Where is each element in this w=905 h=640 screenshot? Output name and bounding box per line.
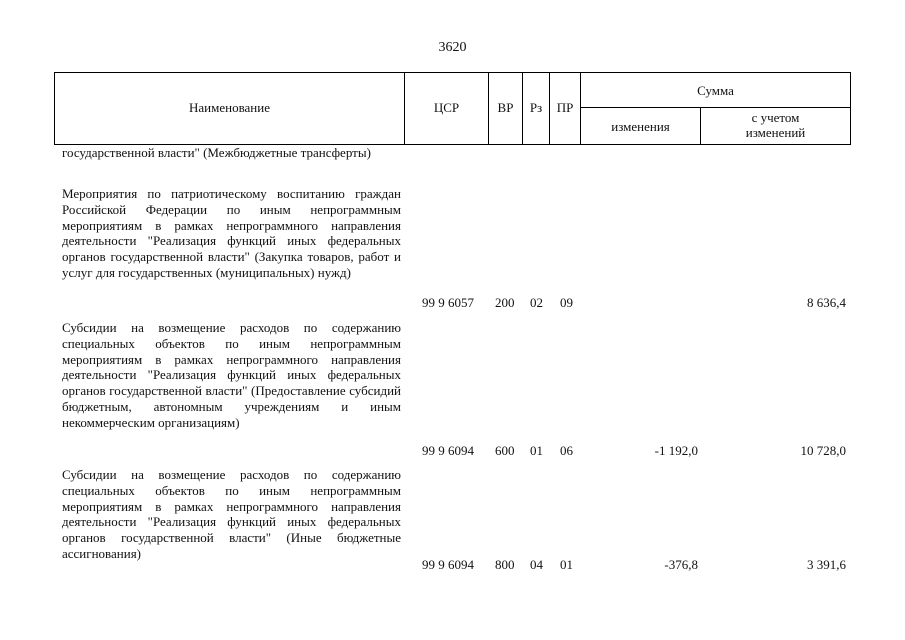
row-name: Мероприятия по патриотическому воспитанию граждан Российской Федерации по иным непрограммным мероприятиям в рамках непрограммного направления деятельности "Реализация функций иных федеральных органов государственной власти" (Закупка товаров, работ и услуг для государственных (муниципальных) нужд) [62, 186, 401, 280]
row-pr: 09 [560, 295, 573, 311]
header-vr: ВР [497, 100, 514, 115]
page-number: 3620 [438, 40, 467, 55]
header-name: Наименование [189, 100, 270, 115]
row-rz: 04 [530, 557, 543, 573]
sum-subheader-border [580, 107, 851, 108]
table-row [0, 145, 905, 177]
header-right-border [850, 72, 851, 145]
row-rz: 01 [530, 443, 543, 459]
row-pr: 06 [560, 443, 573, 459]
row-rz: 02 [530, 295, 543, 311]
table-row [0, 320, 905, 459]
row-name: государственной власти" (Межбюджетные трансферты) [62, 145, 371, 160]
header-rz: Рз [529, 100, 543, 115]
row-vr: 600 [495, 443, 515, 459]
row-csr: 99 9 6094 [422, 557, 474, 573]
row-csr: 99 9 6057 [422, 295, 474, 311]
table-row [0, 186, 905, 311]
row-change: -376,8 [664, 557, 698, 573]
header-pr: ПР [556, 100, 574, 115]
row-name: Субсидии на возмещение расходов по содержанию специальных объектов по иным непрограммным мероприятиям в рамках непрограммного направления деятельности "Реализация функций иных федеральных органов государственной власти" (Предоставление субсидий бюджетным, автономным учреждениям и иным некоммерческим организациям) [62, 320, 401, 430]
row-pr: 01 [560, 557, 573, 573]
header-sum: Сумма [697, 83, 734, 98]
header-with-change-1: с учетом [751, 110, 800, 125]
row-name: Субсидии на возмещение расходов по содержанию специальных объектов по иным непрограммным мероприятиям в рамках непрограммного направления деятельности "Реализация функций иных федеральных органов государственной власти" (Иные бюджетные ассигнования) [62, 467, 401, 561]
row-total: 8 636,4 [807, 295, 846, 311]
header-top-border [54, 72, 851, 73]
row-change: -1 192,0 [654, 443, 698, 459]
header-change: изменения [611, 119, 670, 134]
row-total: 10 728,0 [800, 443, 846, 459]
row-total: 3 391,6 [807, 557, 846, 573]
header-csr: ЦСР [433, 100, 460, 115]
table-row [0, 467, 905, 573]
row-vr: 800 [495, 557, 515, 573]
row-vr: 200 [495, 295, 515, 311]
row-csr: 99 9 6094 [422, 443, 474, 459]
header-with-change-2: изменений [745, 125, 806, 140]
